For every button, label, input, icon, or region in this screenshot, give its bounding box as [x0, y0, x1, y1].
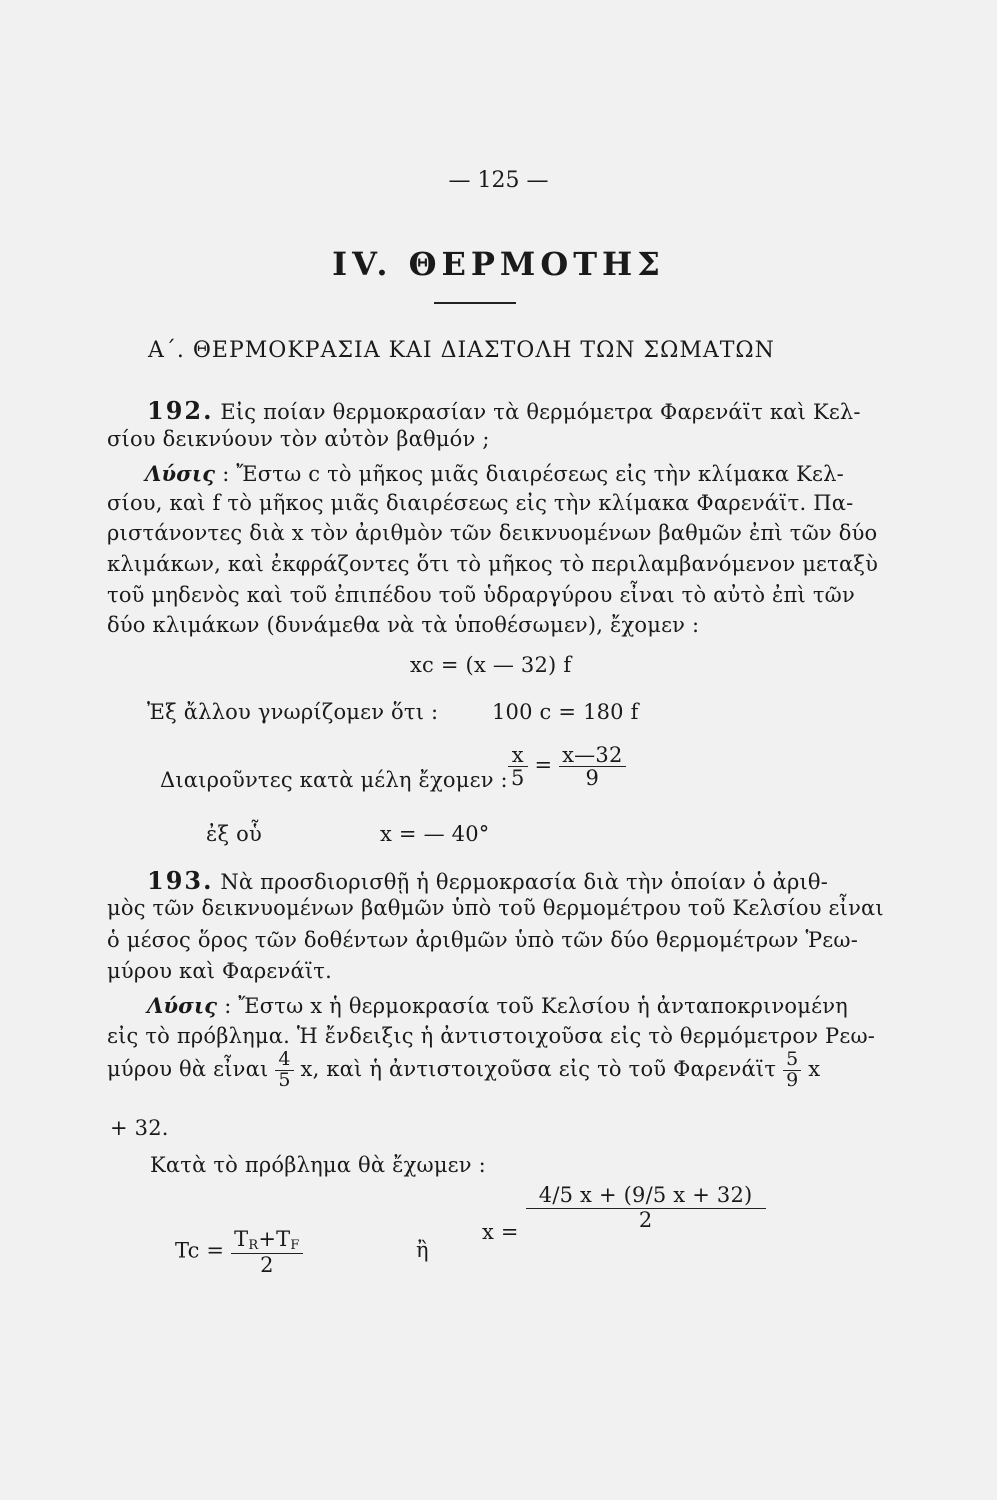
- final-equation-2: x = $\frac{4/5 x + (9/5 x + 32)}{2}$: [482, 1184, 766, 1231]
- solution-192-text-3: ριστάνοντες διὰ x τὸν ἀριθμὸν τῶν δεικνυομένων βαθμῶν ἐπὶ τῶν δύο: [107, 521, 878, 545]
- equation-4-lead: ἐξ οὗ: [206, 822, 262, 846]
- title-divider: [434, 302, 516, 304]
- problem-193-question-2: μὸς τῶν δεικνυομένων βαθμῶν ὑπὸ τοῦ θερμομέτρου τοῦ Κελσίου εἶναι: [107, 896, 884, 920]
- section-heading: Α΄. ΘΕΡΜΟΚΡΑΣΙΑ ΚΑΙ ΔΙΑΣΤΟΛΗ ΤΩΝ ΣΩΜΑΤΩΝ: [148, 338, 775, 363]
- solution-label-192: Λύσις: [145, 461, 216, 486]
- fraction-tr-plus-tf-over-2: $\frac{T_R+T_F}{2}$: [231, 1228, 302, 1276]
- fraction-5-over-9: $\frac{5}{9}$: [783, 1050, 801, 1091]
- solution-label-193: Λύσις: [147, 993, 218, 1018]
- solution-193-line-3: μύρου θὰ εἶναι $\frac{4}{5}$ x, καὶ ἡ ἀντιστοιχοῦσα εἰς τὸ τοῦ Φαρενάϊτ $\frac{5}{9}$ x: [107, 1048, 821, 1091]
- problem-193-line-1: [147, 866, 828, 895]
- problem-number-192: 192.: [147, 396, 214, 425]
- fraction-complex-over-2: $\frac{4/5 x + (9/5 x + 32)}{2}$: [526, 1184, 766, 1231]
- chapter-title: IV. ΘΕΡΜΟΤΗΣ: [332, 245, 665, 283]
- equation-2-lead: Ἐξ ἄλλου γνωρίζομεν ὅτι :: [147, 700, 439, 724]
- solution-192-text-2: σίου, καὶ f τὸ μῆκος μιᾶς διαιρέσεως εἰς τὴν κλίμακα Φαρενάϊτ. Πα-: [107, 491, 854, 515]
- solution-192-text-5: τοῦ μηδενὸς καὶ τοῦ ἐπιπέδου τοῦ ὑδραργύρου εἶναι τὸ αὐτὸ ἐπὶ τῶν: [107, 583, 855, 607]
- solution-192-text-1: : Ἔστω c τὸ μῆκος μιᾶς διαιρέσεως εἰς τὴν κλίμακα Κελ-: [222, 462, 844, 486]
- equals-sign: =: [534, 753, 553, 778]
- equation-4: x = — 40°: [380, 822, 490, 846]
- solution-193-text-2: εἰς τὸ πρόβλημα. Ἡ ἔνδειξις ἡ ἀντιστοιχοῦσα εἰς τὸ θερμόμετρον Ρεω-: [107, 1024, 876, 1048]
- problem-193-question-4: μύρου καὶ Φαρενάϊτ.: [107, 959, 332, 983]
- fraction-x-over-5: $\frac{x}{5}$: [508, 744, 528, 789]
- solution-193-text-1: : Ἔστω x ἡ θερμοκρασία τοῦ Κελσίου ἡ ἀνταποκρινομένη: [224, 994, 848, 1018]
- problem-193-question-1: Νὰ προσδιορισθῇ ἡ θερμοκρασία διὰ τὴν ὁποίαν ὁ ἀριθ-: [220, 870, 829, 894]
- problem-192-line-1: [147, 396, 861, 425]
- fraction-4-over-5: $\frac{4}{5}$: [275, 1050, 293, 1091]
- final-equation-1: Tc = $\frac{T_R+T_F}{2}$: [175, 1228, 303, 1276]
- problem-192-solution-line-1: [145, 461, 844, 486]
- page-number: — 125 —: [448, 168, 549, 193]
- solution-193-text-4: + 32.: [110, 1116, 169, 1140]
- problem-192-question-2: σίου δεικνύουν τὸν αὐτὸν βαθμόν ;: [107, 427, 490, 451]
- fraction-x-minus-32-over-9: $\frac{x—32}{9}$: [559, 744, 625, 789]
- equation-3: [508, 744, 626, 789]
- equation-3-lead: Διαιροῦντες κατὰ μέλη ἔχομεν :: [160, 768, 508, 792]
- solution-192-text-4: κλιμάκων, καὶ ἐκφράζοντες ὅτι τὸ μῆκος τὸ περιλαμβανόμενον μεταξὺ: [107, 552, 879, 576]
- solution-192-text-6: δύο κλιμάκων (δυνάμεθα νὰ τὰ ὑποθέσωμεν), ἔχομεν :: [107, 613, 700, 637]
- equation-1: xc = (x — 32) f: [410, 653, 572, 677]
- problem-192-question-1: Εἰς ποίαν θερμοκρασίαν τὰ θερμόμετρα Φαρενάϊτ καὶ Κελ-: [220, 400, 861, 424]
- solution-193-text-5: Κατὰ τὸ πρόβλημα θὰ ἔχωμεν :: [150, 1153, 486, 1177]
- problem-number-193: 193.: [147, 866, 214, 895]
- or-word: ἢ: [416, 1238, 429, 1262]
- problem-193-question-3: ὁ μέσος ὅρος τῶν δοθέντων ἀριθμῶν ὑπὸ τῶν δύο θερμομέτρων Ῥεω-: [107, 928, 858, 952]
- equation-2: 100 c = 180 f: [492, 700, 639, 724]
- problem-193-solution-line-1: [147, 993, 848, 1018]
